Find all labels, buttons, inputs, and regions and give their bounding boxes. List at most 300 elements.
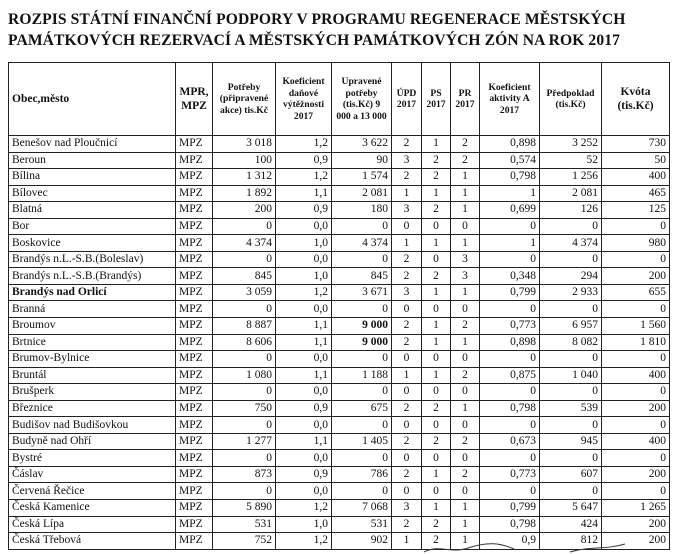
cell-koef-dan: 1,1 bbox=[276, 334, 332, 351]
cell-upd: 3 bbox=[392, 152, 422, 169]
cell-koef-dan: 1,2 bbox=[276, 136, 332, 153]
cell-obec: Beroun bbox=[9, 152, 176, 169]
cell-koef-akt: 0 bbox=[480, 384, 540, 401]
table-row bbox=[9, 367, 670, 384]
cell-obec: Brušperk bbox=[9, 384, 176, 401]
header-mpr: MPR, MPZ bbox=[176, 63, 213, 136]
cell-predpoklad: 0 bbox=[540, 251, 602, 268]
cell-potreby: 0 bbox=[213, 450, 276, 467]
cell-potreby: 0 bbox=[213, 483, 276, 500]
cell-ps: 0 bbox=[422, 301, 451, 318]
cell-upd: 2 bbox=[392, 433, 422, 450]
cell-potreby: 200 bbox=[213, 202, 276, 219]
cell-upd: 0 bbox=[392, 218, 422, 235]
cell-koef-dan: 0,9 bbox=[276, 466, 332, 483]
cell-kvota: 0 bbox=[602, 417, 670, 434]
cell-upd: 3 bbox=[392, 284, 422, 301]
cell-pr: 3 bbox=[451, 268, 480, 285]
cell-obec: Blatná bbox=[9, 202, 176, 219]
cell-obec: Brandýs n.L.-S.B.(Boleslav) bbox=[9, 251, 176, 268]
cell-mpr: MPZ bbox=[176, 218, 213, 235]
cell-predpoklad: 8 082 bbox=[540, 334, 602, 351]
cell-pr: 2 bbox=[451, 466, 480, 483]
cell-koef-dan: 0,0 bbox=[276, 251, 332, 268]
cell-potreby: 1 892 bbox=[213, 185, 276, 202]
cell-koef-akt: 0 bbox=[480, 351, 540, 368]
cell-upd: 2 bbox=[392, 516, 422, 533]
cell-koef-akt: 0 bbox=[480, 218, 540, 235]
cell-pr: 1 bbox=[451, 533, 480, 550]
cell-potreby: 873 bbox=[213, 466, 276, 483]
header-potreby: Potřeby (připravené akce) tis.Kč bbox=[213, 63, 276, 136]
cell-upravene: 1 405 bbox=[332, 433, 392, 450]
cell-koef-dan: 0,9 bbox=[276, 400, 332, 417]
table-row bbox=[9, 218, 670, 235]
cell-predpoklad: 6 957 bbox=[540, 318, 602, 335]
cell-mpr: MPZ bbox=[176, 251, 213, 268]
cell-pr: 0 bbox=[451, 351, 480, 368]
header-predpoklad: Předpoklad (tis.Kč) bbox=[540, 63, 602, 136]
cell-koef-dan: 1,1 bbox=[276, 367, 332, 384]
cell-pr: 1 bbox=[451, 334, 480, 351]
header-koef-akt: Koeficient aktivity A 2017 bbox=[480, 63, 540, 136]
cell-potreby: 8 887 bbox=[213, 318, 276, 335]
cell-upravene: 675 bbox=[332, 400, 392, 417]
cell-koef-akt: 1 bbox=[480, 185, 540, 202]
cell-mpr: MPZ bbox=[176, 417, 213, 434]
cell-pr: 0 bbox=[451, 218, 480, 235]
cell-obec: Červená Řečice bbox=[9, 483, 176, 500]
cell-koef-dan: 0,0 bbox=[276, 483, 332, 500]
cell-kvota: 1 810 bbox=[602, 334, 670, 351]
cell-upravene: 0 bbox=[332, 351, 392, 368]
cell-upravene: 3 622 bbox=[332, 136, 392, 153]
table-row bbox=[9, 268, 670, 285]
cell-predpoklad: 812 bbox=[540, 533, 602, 550]
cell-upravene: 9 000 bbox=[332, 318, 392, 335]
cell-obec: Broumov bbox=[9, 318, 176, 335]
cell-kvota: 980 bbox=[602, 235, 670, 252]
cell-koef-akt: 0 bbox=[480, 483, 540, 500]
cell-pr: 0 bbox=[451, 450, 480, 467]
cell-mpr: MPZ bbox=[176, 367, 213, 384]
cell-koef-dan: 1,0 bbox=[276, 516, 332, 533]
cell-potreby: 100 bbox=[213, 152, 276, 169]
cell-predpoklad: 1 256 bbox=[540, 169, 602, 186]
cell-pr: 2 bbox=[451, 433, 480, 450]
cell-koef-dan: 1,1 bbox=[276, 433, 332, 450]
table-row bbox=[9, 152, 670, 169]
cell-ps: 1 bbox=[422, 500, 451, 517]
cell-predpoklad: 2 933 bbox=[540, 284, 602, 301]
cell-upravene: 531 bbox=[332, 516, 392, 533]
cell-kvota: 730 bbox=[602, 136, 670, 153]
cell-koef-dan: 1,2 bbox=[276, 500, 332, 517]
cell-upd: 1 bbox=[392, 235, 422, 252]
cell-kvota: 1 560 bbox=[602, 318, 670, 335]
cell-predpoklad: 0 bbox=[540, 384, 602, 401]
cell-koef-dan: 0,0 bbox=[276, 351, 332, 368]
header-kvota: Kvóta (tis.Kč) bbox=[602, 63, 670, 136]
table-row bbox=[9, 384, 670, 401]
cell-kvota: 0 bbox=[602, 301, 670, 318]
cell-mpr: MPZ bbox=[176, 152, 213, 169]
cell-upd: 2 bbox=[392, 334, 422, 351]
cell-upd: 0 bbox=[392, 417, 422, 434]
cell-obec: Budišov nad Budišovkou bbox=[9, 417, 176, 434]
table-row bbox=[9, 466, 670, 483]
table-row bbox=[9, 516, 670, 533]
cell-ps: 2 bbox=[422, 202, 451, 219]
cell-predpoklad: 0 bbox=[540, 218, 602, 235]
cell-obec: Bor bbox=[9, 218, 176, 235]
cell-obec: Brumov-Bylnice bbox=[9, 351, 176, 368]
cell-pr: 0 bbox=[451, 301, 480, 318]
cell-upravene: 4 374 bbox=[332, 235, 392, 252]
cell-koef-dan: 1,2 bbox=[276, 533, 332, 550]
cell-potreby: 3 059 bbox=[213, 284, 276, 301]
table-row bbox=[9, 500, 670, 517]
cell-kvota: 125 bbox=[602, 202, 670, 219]
cell-mpr: MPZ bbox=[176, 450, 213, 467]
title-line-2: PAMÁTKOVÝCH REZERVACÍ A MĚSTSKÝCH PAMÁTKOVÝCH ZÓN NA ROK 2017 bbox=[8, 32, 621, 49]
cell-potreby: 845 bbox=[213, 268, 276, 285]
cell-ps: 1 bbox=[422, 367, 451, 384]
cell-pr: 1 bbox=[451, 185, 480, 202]
cell-koef-akt: 0 bbox=[480, 417, 540, 434]
cell-upd: 2 bbox=[392, 268, 422, 285]
cell-koef-dan: 1,0 bbox=[276, 268, 332, 285]
cell-pr: 0 bbox=[451, 483, 480, 500]
header-upd: ÚPD 2017 bbox=[392, 63, 422, 136]
cell-potreby: 0 bbox=[213, 218, 276, 235]
cell-upd: 2 bbox=[392, 136, 422, 153]
cell-mpr: MPZ bbox=[176, 351, 213, 368]
cell-kvota: 400 bbox=[602, 169, 670, 186]
cell-predpoklad: 0 bbox=[540, 483, 602, 500]
cell-upravene: 0 bbox=[332, 301, 392, 318]
cell-kvota: 0 bbox=[602, 450, 670, 467]
table-row bbox=[9, 351, 670, 368]
cell-obec: Brandýs n.L.-S.B.(Brandýs) bbox=[9, 268, 176, 285]
header-obec: Obec,město bbox=[9, 63, 176, 136]
cell-ps: 1 bbox=[422, 235, 451, 252]
cell-upd: 0 bbox=[392, 301, 422, 318]
table-row bbox=[9, 185, 670, 202]
cell-kvota: 400 bbox=[602, 367, 670, 384]
cell-kvota: 200 bbox=[602, 533, 670, 550]
cell-kvota: 200 bbox=[602, 516, 670, 533]
cell-predpoklad: 4 374 bbox=[540, 235, 602, 252]
cell-mpr: MPZ bbox=[176, 169, 213, 186]
cell-pr: 1 bbox=[451, 516, 480, 533]
cell-upravene: 0 bbox=[332, 384, 392, 401]
signature-scribble bbox=[420, 540, 660, 554]
table-row bbox=[9, 136, 670, 153]
cell-predpoklad: 539 bbox=[540, 400, 602, 417]
cell-kvota: 0 bbox=[602, 251, 670, 268]
cell-koef-akt: 0,798 bbox=[480, 169, 540, 186]
cell-potreby: 8 606 bbox=[213, 334, 276, 351]
cell-ps: 1 bbox=[422, 185, 451, 202]
cell-upravene: 9 000 bbox=[332, 334, 392, 351]
cell-potreby: 752 bbox=[213, 533, 276, 550]
cell-koef-dan: 1,1 bbox=[276, 318, 332, 335]
cell-obec: Brtnice bbox=[9, 334, 176, 351]
cell-potreby: 1 312 bbox=[213, 169, 276, 186]
cell-upd: 0 bbox=[392, 384, 422, 401]
cell-potreby: 0 bbox=[213, 384, 276, 401]
cell-obec: Česká Třebová bbox=[9, 533, 176, 550]
cell-ps: 0 bbox=[422, 417, 451, 434]
cell-mpr: MPZ bbox=[176, 284, 213, 301]
cell-obec: Brandýs nad Orlicí bbox=[9, 284, 176, 301]
cell-predpoklad: 607 bbox=[540, 466, 602, 483]
cell-pr: 3 bbox=[451, 251, 480, 268]
cell-koef-dan: 0,9 bbox=[276, 152, 332, 169]
table-row bbox=[9, 251, 670, 268]
cell-upd: 2 bbox=[392, 251, 422, 268]
cell-upd: 2 bbox=[392, 318, 422, 335]
cell-obec: Česká Lípa bbox=[9, 516, 176, 533]
cell-predpoklad: 424 bbox=[540, 516, 602, 533]
cell-mpr: MPZ bbox=[176, 516, 213, 533]
cell-koef-akt: 0,673 bbox=[480, 433, 540, 450]
cell-mpr: MPZ bbox=[176, 384, 213, 401]
cell-mpr: MPZ bbox=[176, 202, 213, 219]
cell-kvota: 0 bbox=[602, 218, 670, 235]
cell-mpr: MPZ bbox=[176, 235, 213, 252]
cell-predpoklad: 945 bbox=[540, 433, 602, 450]
cell-upravene: 0 bbox=[332, 251, 392, 268]
table-row bbox=[9, 400, 670, 417]
cell-mpr: MPZ bbox=[176, 433, 213, 450]
cell-potreby: 0 bbox=[213, 417, 276, 434]
cell-pr: 2 bbox=[451, 318, 480, 335]
cell-potreby: 750 bbox=[213, 400, 276, 417]
cell-upravene: 3 671 bbox=[332, 284, 392, 301]
table-row bbox=[9, 318, 670, 335]
cell-predpoklad: 2 081 bbox=[540, 185, 602, 202]
cell-kvota: 200 bbox=[602, 466, 670, 483]
cell-upd: 1 bbox=[392, 367, 422, 384]
cell-upd: 2 bbox=[392, 466, 422, 483]
cell-ps: 2 bbox=[422, 533, 451, 550]
cell-obec: Čáslav bbox=[9, 466, 176, 483]
cell-koef-akt: 0,798 bbox=[480, 400, 540, 417]
cell-kvota: 200 bbox=[602, 400, 670, 417]
cell-ps: 1 bbox=[422, 284, 451, 301]
cell-obec: Bystré bbox=[9, 450, 176, 467]
cell-koef-akt: 0,798 bbox=[480, 516, 540, 533]
cell-ps: 2 bbox=[422, 400, 451, 417]
cell-koef-akt: 0 bbox=[480, 301, 540, 318]
cell-upravene: 0 bbox=[332, 218, 392, 235]
cell-mpr: MPZ bbox=[176, 268, 213, 285]
cell-koef-akt: 0,574 bbox=[480, 152, 540, 169]
cell-upravene: 2 081 bbox=[332, 185, 392, 202]
cell-mpr: MPZ bbox=[176, 466, 213, 483]
cell-pr: 0 bbox=[451, 417, 480, 434]
cell-kvota: 655 bbox=[602, 284, 670, 301]
cell-ps: 1 bbox=[422, 136, 451, 153]
cell-potreby: 1 080 bbox=[213, 367, 276, 384]
cell-pr: 1 bbox=[451, 202, 480, 219]
cell-koef-dan: 0,0 bbox=[276, 384, 332, 401]
cell-mpr: MPZ bbox=[176, 318, 213, 335]
cell-koef-akt: 0,348 bbox=[480, 268, 540, 285]
cell-obec: Březnice bbox=[9, 400, 176, 417]
cell-obec: Bílovec bbox=[9, 185, 176, 202]
cell-potreby: 4 374 bbox=[213, 235, 276, 252]
cell-upd: 1 bbox=[392, 533, 422, 550]
cell-pr: 2 bbox=[451, 152, 480, 169]
cell-koef-akt: 0,9 bbox=[480, 533, 540, 550]
cell-upravene: 902 bbox=[332, 533, 392, 550]
cell-predpoklad: 1 040 bbox=[540, 367, 602, 384]
cell-koef-akt: 0 bbox=[480, 251, 540, 268]
cell-koef-dan: 0,0 bbox=[276, 301, 332, 318]
cell-ps: 2 bbox=[422, 152, 451, 169]
cell-upd: 2 bbox=[392, 400, 422, 417]
table-body bbox=[9, 136, 670, 550]
cell-predpoklad: 0 bbox=[540, 301, 602, 318]
cell-pr: 1 bbox=[451, 400, 480, 417]
cell-koef-akt: 0,898 bbox=[480, 334, 540, 351]
cell-pr: 2 bbox=[451, 136, 480, 153]
cell-ps: 2 bbox=[422, 268, 451, 285]
header-ps: PS 2017 bbox=[422, 63, 451, 136]
cell-predpoklad: 126 bbox=[540, 202, 602, 219]
cell-potreby: 1 277 bbox=[213, 433, 276, 450]
cell-pr: 2 bbox=[451, 367, 480, 384]
cell-ps: 2 bbox=[422, 516, 451, 533]
subsidy-table bbox=[8, 62, 670, 550]
cell-koef-dan: 1,0 bbox=[276, 235, 332, 252]
table-row bbox=[9, 284, 670, 301]
cell-upd: 0 bbox=[392, 450, 422, 467]
table-row bbox=[9, 334, 670, 351]
cell-upravene: 90 bbox=[332, 152, 392, 169]
cell-koef-akt: 0 bbox=[480, 450, 540, 467]
cell-mpr: MPZ bbox=[176, 483, 213, 500]
cell-kvota: 0 bbox=[602, 351, 670, 368]
cell-pr: 1 bbox=[451, 500, 480, 517]
cell-koef-dan: 0,0 bbox=[276, 218, 332, 235]
table-row bbox=[9, 417, 670, 434]
cell-obec: Bruntál bbox=[9, 367, 176, 384]
title-line-1: ROZPIS STÁTNÍ FINANČNÍ PODPORY V PROGRAMU REGENERACE MĚSTSKÝCH bbox=[8, 11, 626, 28]
cell-predpoklad: 0 bbox=[540, 450, 602, 467]
cell-koef-akt: 0,898 bbox=[480, 136, 540, 153]
cell-kvota: 0 bbox=[602, 483, 670, 500]
cell-upravene: 180 bbox=[332, 202, 392, 219]
cell-predpoklad: 52 bbox=[540, 152, 602, 169]
cell-mpr: MPZ bbox=[176, 185, 213, 202]
cell-upravene: 845 bbox=[332, 268, 392, 285]
cell-potreby: 0 bbox=[213, 251, 276, 268]
cell-obec: Česká Kamenice bbox=[9, 500, 176, 517]
header-upravene: Upravené potřeby (tis.Kč) 9 000 a 13 000 bbox=[332, 63, 392, 136]
cell-upravene: 0 bbox=[332, 450, 392, 467]
cell-ps: 0 bbox=[422, 450, 451, 467]
cell-potreby: 531 bbox=[213, 516, 276, 533]
cell-predpoklad: 0 bbox=[540, 351, 602, 368]
table-row bbox=[9, 169, 670, 186]
cell-ps: 0 bbox=[422, 218, 451, 235]
cell-mpr: MPZ bbox=[176, 136, 213, 153]
cell-upd: 0 bbox=[392, 351, 422, 368]
cell-predpoklad: 3 252 bbox=[540, 136, 602, 153]
cell-ps: 0 bbox=[422, 483, 451, 500]
cell-upd: 1 bbox=[392, 185, 422, 202]
cell-obec: Boskovice bbox=[9, 235, 176, 252]
cell-ps: 0 bbox=[422, 351, 451, 368]
cell-obec: Benešov nad Ploučnicí bbox=[9, 136, 176, 153]
cell-pr: 1 bbox=[451, 284, 480, 301]
cell-koef-akt: 0,773 bbox=[480, 318, 540, 335]
cell-koef-akt: 0,799 bbox=[480, 500, 540, 517]
cell-koef-dan: 0,9 bbox=[276, 202, 332, 219]
cell-predpoklad: 5 647 bbox=[540, 500, 602, 517]
table-row bbox=[9, 483, 670, 500]
header-pr: PR 2017 bbox=[451, 63, 480, 136]
cell-pr: 0 bbox=[451, 384, 480, 401]
cell-ps: 0 bbox=[422, 251, 451, 268]
cell-upd: 3 bbox=[392, 500, 422, 517]
table-header-row bbox=[9, 63, 670, 136]
cell-ps: 1 bbox=[422, 466, 451, 483]
cell-koef-dan: 1,2 bbox=[276, 169, 332, 186]
table-row bbox=[9, 202, 670, 219]
cell-upravene: 0 bbox=[332, 483, 392, 500]
table-row bbox=[9, 450, 670, 467]
cell-ps: 1 bbox=[422, 334, 451, 351]
cell-pr: 1 bbox=[451, 235, 480, 252]
cell-obec: Bílina bbox=[9, 169, 176, 186]
cell-koef-akt: 1 bbox=[480, 235, 540, 252]
cell-obec: Budyně nad Ohří bbox=[9, 433, 176, 450]
cell-predpoklad: 294 bbox=[540, 268, 602, 285]
table-row bbox=[9, 433, 670, 450]
cell-upd: 0 bbox=[392, 483, 422, 500]
cell-upravene: 0 bbox=[332, 417, 392, 434]
cell-upravene: 7 068 bbox=[332, 500, 392, 517]
cell-koef-akt: 0,699 bbox=[480, 202, 540, 219]
cell-kvota: 200 bbox=[602, 268, 670, 285]
cell-potreby: 0 bbox=[213, 351, 276, 368]
cell-kvota: 400 bbox=[602, 433, 670, 450]
cell-upd: 2 bbox=[392, 169, 422, 186]
cell-kvota: 465 bbox=[602, 185, 670, 202]
cell-predpoklad: 0 bbox=[540, 417, 602, 434]
cell-upravene: 786 bbox=[332, 466, 392, 483]
table-row bbox=[9, 301, 670, 318]
cell-mpr: MPZ bbox=[176, 301, 213, 318]
cell-ps: 1 bbox=[422, 318, 451, 335]
cell-upd: 3 bbox=[392, 202, 422, 219]
cell-koef-akt: 0,875 bbox=[480, 367, 540, 384]
cell-potreby: 3 018 bbox=[213, 136, 276, 153]
document-title bbox=[8, 9, 672, 51]
table-row bbox=[9, 235, 670, 252]
cell-ps: 2 bbox=[422, 169, 451, 186]
cell-koef-dan: 0,0 bbox=[276, 450, 332, 467]
cell-potreby: 0 bbox=[213, 301, 276, 318]
cell-kvota: 1 265 bbox=[602, 500, 670, 517]
cell-mpr: MPZ bbox=[176, 533, 213, 550]
cell-ps: 2 bbox=[422, 433, 451, 450]
